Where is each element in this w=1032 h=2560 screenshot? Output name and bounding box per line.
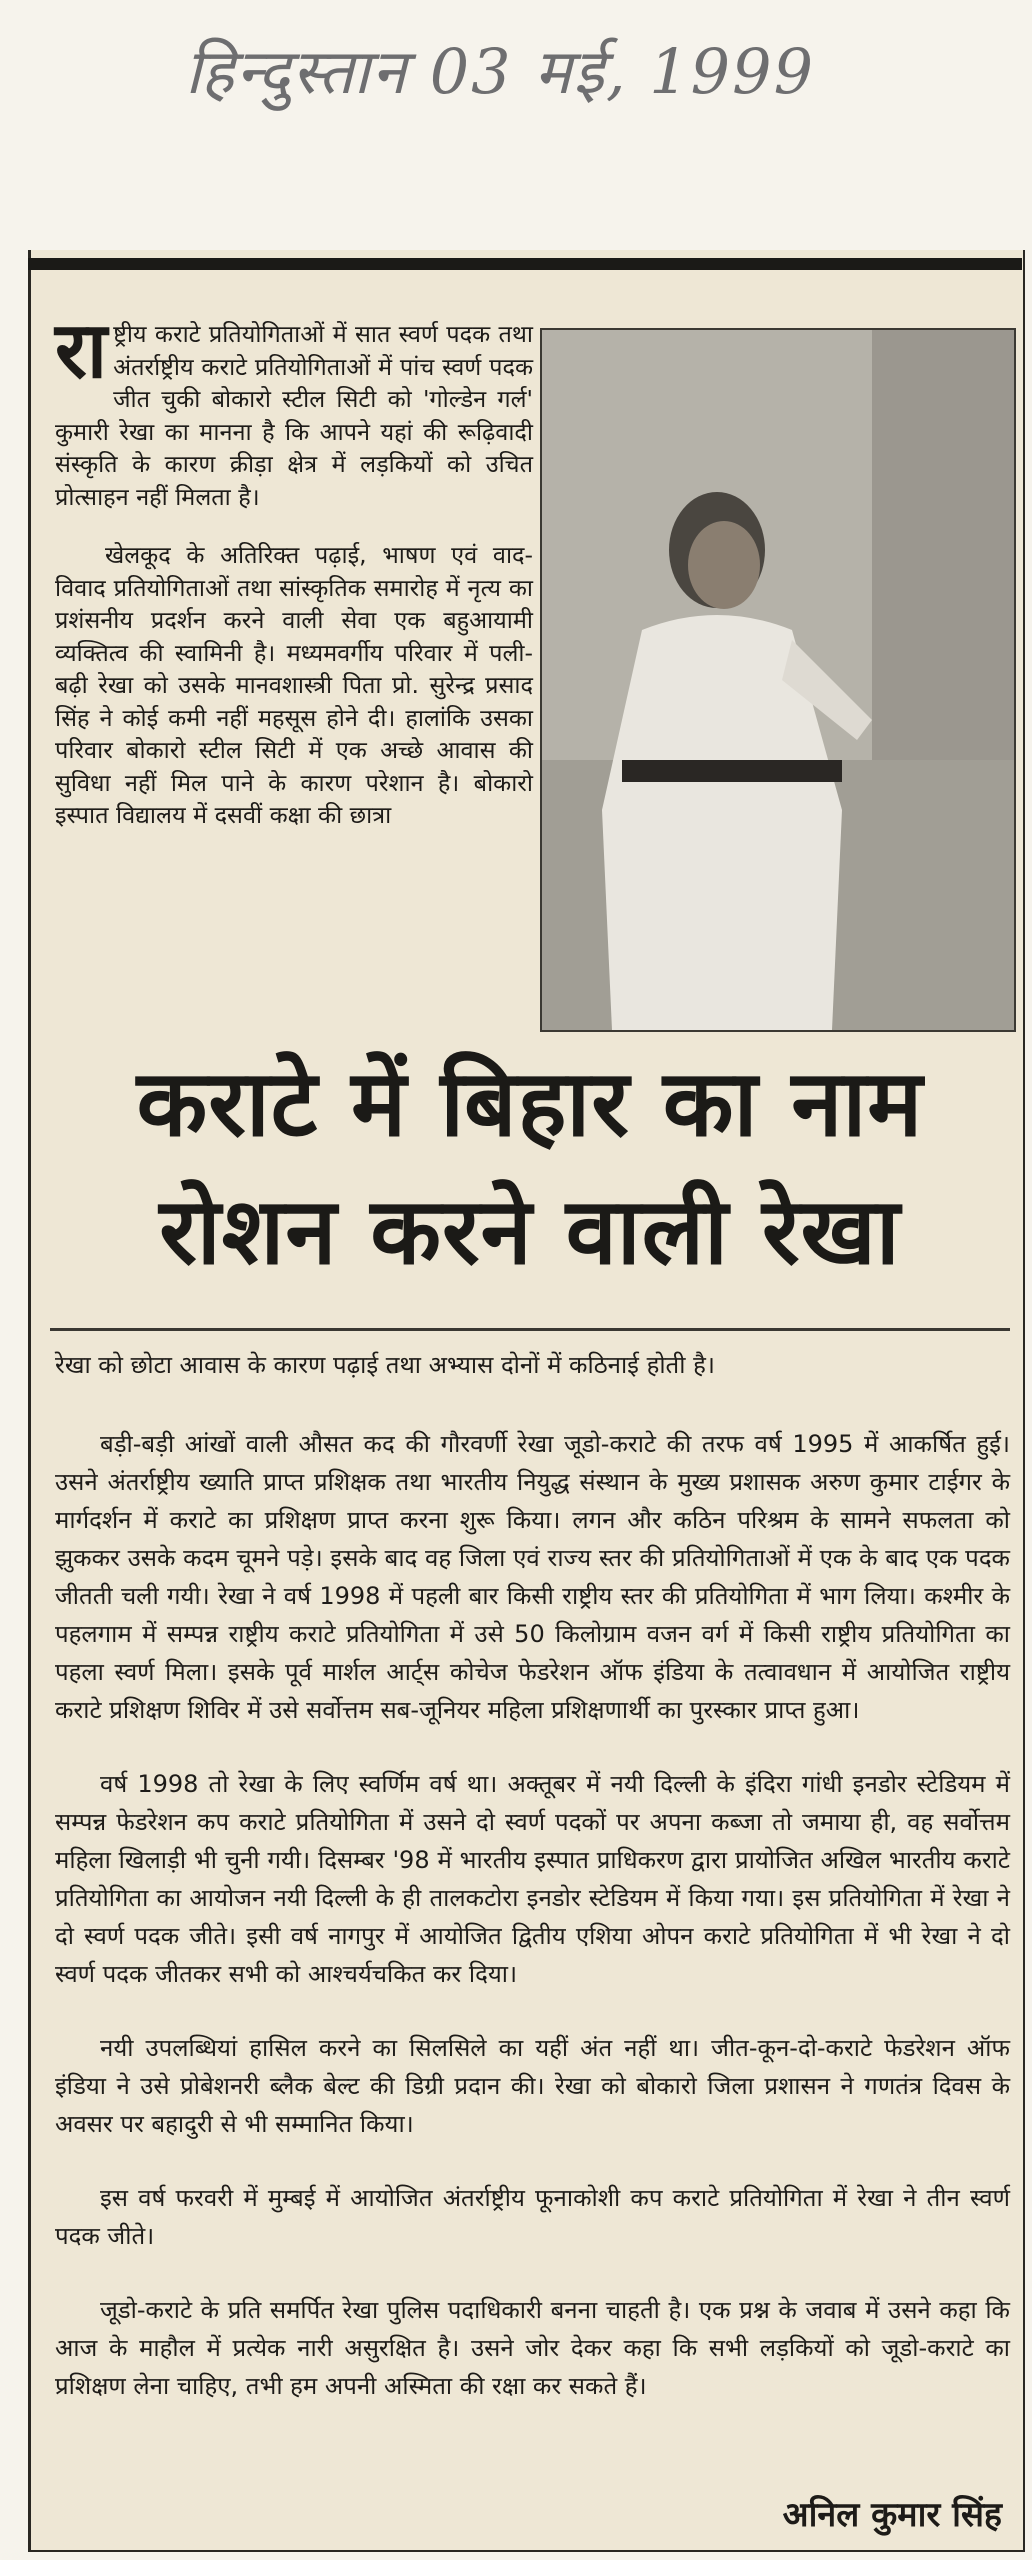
headline (50, 1040, 1010, 1296)
drop-cap: रा (55, 306, 108, 396)
intro-column (55, 306, 533, 858)
headline-divider (50, 1328, 1010, 1331)
body-paragraph: जूडो-कराटे के प्रति समर्पित रेखा पुलिस पदाधिकारी बनना चाहती है। एक प्रश्न के जवाब में उसने कहा कि आज के माहौल में प्रत्येक नारी असुरक्षित है। उसने जोर देकर कहा कि सभी लड़कियों को जूडो-कराटे का प्रशिक्षण लेना चाहिए, तभी हम अपनी अस्मिता की रक्षा कर सकते हैं। (55, 2296, 1010, 2400)
karate-figure-image (542, 330, 1014, 1030)
body-paragraph: बड़ी-बड़ी आंखों वाली औसत कद की गौरवर्णी रेखा जूडो-कराटे की तरफ वर्ष 1995 में आकर्षित हुई। उसने अंतर्राष्ट्रीय ख्याति प्राप्त प्रशिक्षक तथा भारतीय नियुद्ध संस्थान के मुख्य प्रशासक अरुण कुमार टाईगर के मार्गदर्शन में कराटे का प्रशिक्षण प्राप्त करना शुरू किया। लगन और कठिन परिश्रम के सामने सफलता को झुककर उसके कदम चूमने पड़े। इसके बाद वह जिला एवं राज्य स्तर की प्रतियोगिताओं में एक के बाद एक पदक जीतती चली गयी। रेखा ने वर्ष 1998 में पहली बार किसी राष्ट्रीय स्तर की प्रतियोगिता में भाग लिया। कश्मीर के पहलगाम में सम्पन्न राष्ट्रीय कराटे प्रतियोगिता में उसे 50 किलोग्राम वजन वर्ग में किसी राष्ट्रीय प्रतियोगिता का पहला स्वर्ण मिला। इसके पूर्व मार्शल आर्ट्स कोचेज फेडरेशन ऑफ इंडिया के तत्वावधान में आयोजित राष्ट्रीय कराटे प्रशिक्षण शिविर में उसे सर्वोत्तम सब-जूनियर महिला प्रशिक्षणार्थी का पुरस्कार प्राप्त हुआ। (55, 1430, 1010, 1724)
intro-text-1: ष्ट्रीय कराटे प्रतियोगिताओं में सात स्वर्ण पदक तथा अंतर्राष्ट्रीय कराटे प्रतियोगिताओं में पांच स्वर्ण पदक जीत चुकी बोकारो स्टील सिटी को 'गोल्डेन गर्ल' कुमारी रेखा का मानना है कि आपने यहां की रूढ़िवादी संस्कृति के कारण क्रीड़ा क्षेत्र में लड़कियों को उचित प्रोत्साहन नहीं मिलता है। (55, 320, 533, 511)
newspaper-dateline: हिन्दुस्तान 03 मई, 1999 (185, 35, 816, 108)
photo-caption: रेखा को छोटा आवास के कारण पढ़ाई तथा अभ्यास दोनों में कठिनाई होती है। (55, 1351, 715, 1379)
intro-paragraph-1 (55, 306, 533, 513)
top-rule-divider (28, 258, 1022, 270)
body-paragraph: वर्ष 1998 तो रेखा के लिए स्वर्णिम वर्ष था। अक्तूबर में नयी दिल्ली के इंदिरा गांधी इनडोर स्टेडियम में सम्पन्न फेडरेशन कप कराटे प्रतियोगिता में उसने दो स्वर्ण पदकों पर अपना कब्जा तो जमाया ही, वह सर्वोत्तम महिला खिलाड़ी भी चुनी गयी। दिसम्बर '98 में भारतीय इस्पात प्राधिकरण द्वारा प्रायोजित अखिल भारतीय कराटे प्रतियोगिता का आयोजन नयी दिल्ली के ही तालकटोरा इनडोर स्टेडियम में किया गया। इस प्रतियोगिता में रेखा ने दो स्वर्ण पदक जीते। इसी वर्ष नागपुर में आयोजित द्वितीय एशिया ओपन कराटे प्रतियोगिता में भी रेखा ने दो स्वर्ण पदक जीतकर सभी को आश्चर्यचकित कर दिया। (55, 1770, 1010, 1988)
body-paragraph: इस वर्ष फरवरी में मुम्बई में आयोजित अंतर्राष्ट्रीय फूनाकोशी कप कराटे प्रतियोगिता में रेखा ने तीन स्वर्ण पदक जीते। (55, 2184, 1010, 2250)
intro-paragraph-2: खेलकूद के अतिरिक्त पढ़ाई, भाषण एवं वाद-विवाद प्रतियोगिताओं तथा सांस्कृतिक समारोह में नृत्य का प्रशंसनीय प्रदर्शन करने वाली सेवा एक बहुआयामी व्यक्तित्व की स्वामिनी है। मध्यमवर्गीय परिवार में पली-बढ़ी रेखा को उसके मानवशास्त्री पिता प्रो. सुरेन्द्र प्रसाद सिंह ने कोई कमी नहीं महसूस होने दी। हालांकि उसका परिवार बोकारो स्टील सिटी में एक अच्छे आवास की सुविधा नहीं मिल पाने के कारण परेशान है। बोकारो इस्पात विद्यालय में दसवीं कक्षा की छात्रा (55, 541, 533, 829)
headline-line-2: रोशन करने वाली रेखा (159, 1178, 901, 1285)
article-body (55, 1425, 1010, 2441)
rekha-karate-photo (540, 328, 1016, 1032)
author-byline: अनिल कुमार सिंह (782, 2495, 1002, 2535)
body-paragraph: नयी उपलब्धियां हासिल करने का सिलसिले का यहीं अंत नहीं था। जीत-कून-दो-कराटे फेडरेशन ऑफ इंडिया ने उसे प्रोबेशनरी ब्लैक बेल्ट की डिग्री प्रदान की। रेखा को बोकारो जिला प्रशासन ने गणतंत्र दिवस के अवसर पर बहादुरी से भी सम्मानित किया। (55, 2034, 1010, 2138)
headline-line-1: कराटे में बिहार का नाम (136, 1050, 924, 1157)
